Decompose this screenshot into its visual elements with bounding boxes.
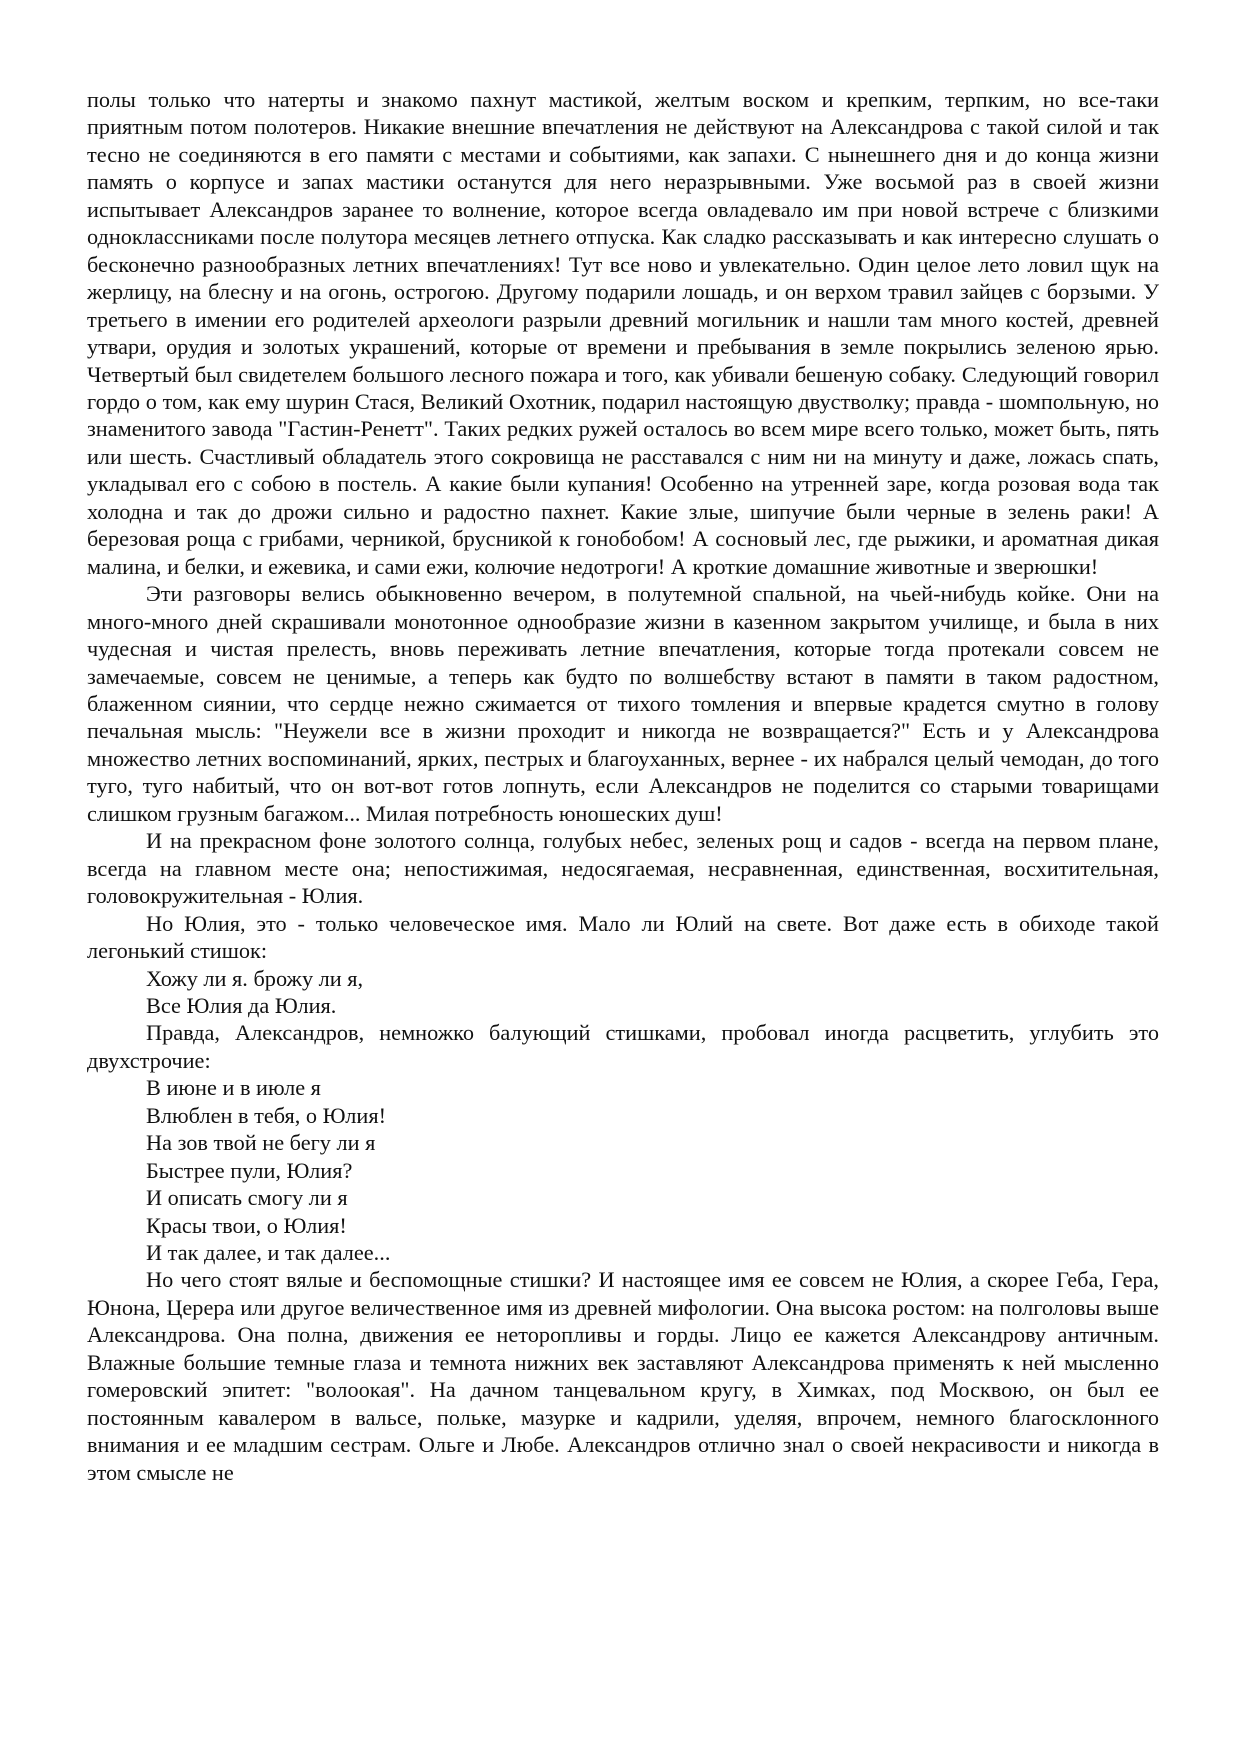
paragraph-3: И на прекрасном фоне золотого солнца, голубых небес, зеленых рощ и садов - всегда на первом плане, всегда на главном месте она; непостижимая, недосягаемая, несравненная, единственная, восхитительная, головокружительная - Юлия. [87, 828, 1159, 909]
verse-line: Все Юлия да Юлия. [146, 992, 337, 1018]
paragraph-1: полы только что натерты и знакомо пахнут мастикой, желтым воском и крепким, терпким, но все-таки приятным потом полотеров. Никакие внешние впечатления не действуют на Александрова с такой силой и так тесно не соединяются в его памяти с местами и событиями, как запахи. С нынешнего дня и до конца жизни память о корпусе и запах мастики останутся для него неразрывными. Уже восьмой раз в своей жизни испытывает Александров заранее то волнение, которое всегда овладевало им при новой встрече с близкими одноклассниками после полутора месяцев летнего отпуска. Как сладко рассказывать и как интересно слушать о бесконечно разнообразных летних впечатлениях! Тут все ново и увлекательно. Один целое лето ловил щук на жерлицу, на блесну и на огонь, острогою. Другому подарили лошадь, и он верхом травил зайцев с борзыми. У третьего в имении его родителей археологи разрыли древний могильник и нашли там много костей, древней утвари, орудия и золотых украшений, которые от времени и пребывания в земле покрылись зеленою ярью. Четвертый был свидетелем большого лесного пожара и того, как убивали бешеную собаку. Следующий говорил гордо о том, как ему шурин Стася, Великий Охотник, подарил настоящую двустволку; правда - шомпольную, но знаменитого завода "Гастин-Ренетт". Таких редких ружей осталось во всем мире всего только, может быть, пять или шесть. Счастливый обладатель этого сокровища не расставался с ним ни на минуту и даже, ложась спать, укладывал его с собою в постель. А какие были купания! Особенно на утренней заре, когда розовая вода так холодна и так до дрожи сильно и радостно пахнет. Какие злые, шипучие были черные в зелень раки! А березовая роща с грибами, черникой, брусникой к гонобобом! А сосновый лес, где рыжики, и ароматная дикая малина, и белки, и ежевика, и сами ежи, колючие недотроги! А кроткие домашние животные и зверюшки! [87, 87, 1159, 579]
document-page [87, 86, 1159, 1486]
verse-line: Красы твои, о Юлия! [146, 1212, 347, 1238]
verse-block-2 [87, 1074, 1159, 1266]
verse-line: И так далее, и так далее... [146, 1240, 391, 1266]
paragraph-4: Но Юлия, это - только человеческое имя. Мало ли Юлий на свете. Вот даже есть в обиходе такой легонький стишок: [87, 910, 1159, 964]
verse-line: И описать смогу ли я [146, 1185, 348, 1211]
verse-block-1 [87, 965, 1159, 1020]
paragraph-2: Эти разговоры велись обыкновенно вечером, в полутемной спальной, на чьей-нибудь койке. Они на много-много дней скрашивали монотонное однообразие жизни в казенном закрытом училище, и была в них чудесная и чистая прелесть, вновь переживать летние впечатления, которые тогда протекали совсем не замечаемые, совсем не ценимые, а теперь как будто по волшебству встают в памяти в таком радостном, блаженном сиянии, что сердце нежно сжимается от тихого томления и впервые крадется смутно в голову печальная мысль: "Неужели все в жизни проходит и никогда не возвращается?" Есть и у Александрова множество летних воспоминаний, ярких, пестрых и благоуханных, вернее - их набрался целый чемодан, до того туго, туго набитый, что он вот-вот готов лопнуть, если Александров не поделится со старыми товарищами слишком грузным багажом... Милая потребность юношеских душ! [87, 581, 1159, 826]
verse-line: В июне и в июле я [146, 1075, 321, 1101]
verse-line: Влюблен в тебя, о Юлия! [146, 1102, 386, 1128]
verse-line: Быстрее пули, Юлия? [146, 1157, 353, 1183]
paragraph-5: Правда, Александров, немножко балующий стишками, пробовал иногда расцветить, углубить это двухстрочие: [87, 1020, 1159, 1073]
verse-line: На зов твой не бегу ли я [146, 1130, 376, 1156]
verse-line: Хожу ли я. брожу ли я, [146, 965, 364, 991]
paragraph-6: Но чего стоят вялые и беспомощные стишки? И настоящее имя ее совсем не Юлия, а скорее Геба, Гера, Юнона, Церера или другое величественное имя из древней мифологии. Она высока ростом: на полголовы выше Александрова. Она полна, движения ее неторопливы и горды. Лицо ее кажется Александрову античным. Влажные большие темные глаза и темнота нижних век заставляют Александрова применять к ней мысленно гомеровский эпитет: "волоокая". На дачном танцевальном кругу, в Химках, под Москвою, он был ее постоянным кавалером в вальсе, польке, мазурке и кадрили, уделяя, впрочем, немного благосклонного внимания и ее младшим сестрам. Ольге и Любе. Александров отлично знал о своей некрасивости и никогда в этом смысле не [87, 1267, 1159, 1485]
